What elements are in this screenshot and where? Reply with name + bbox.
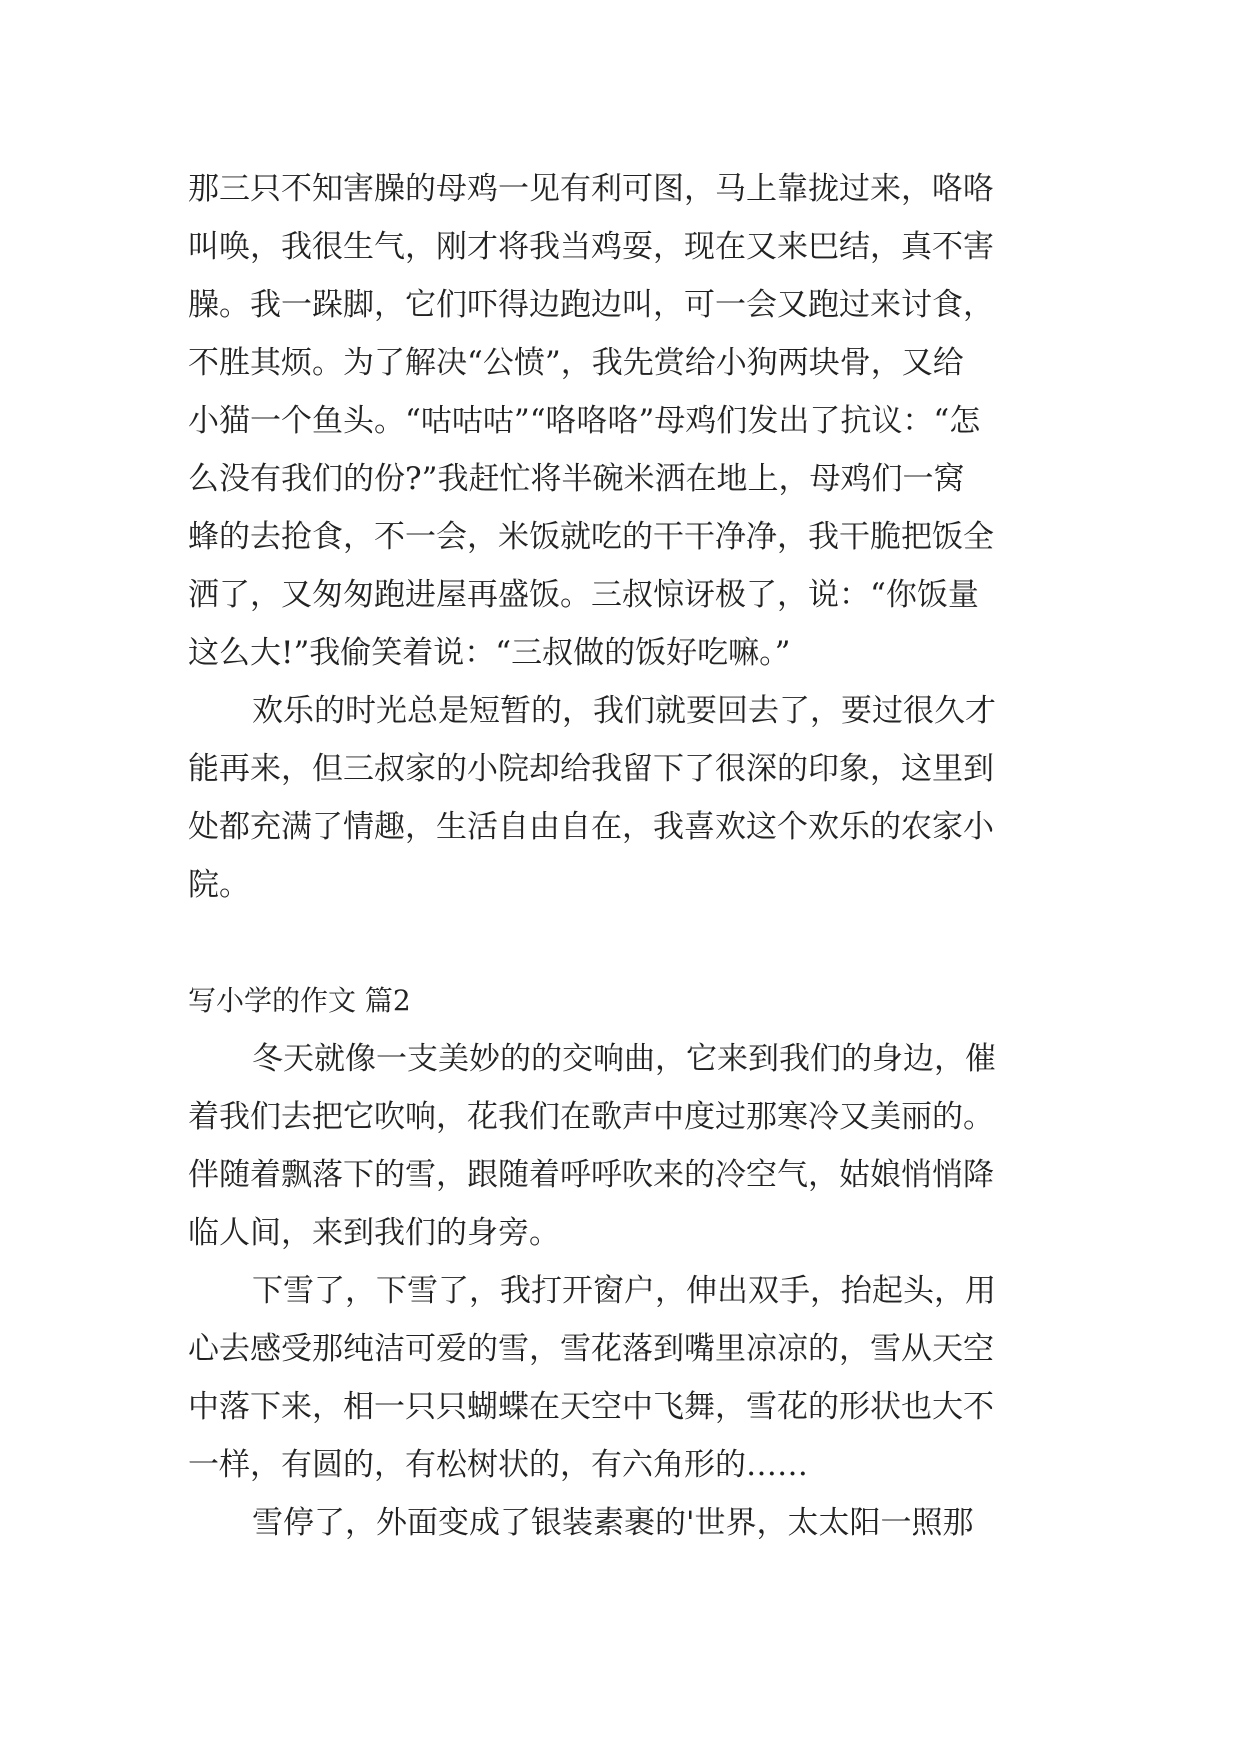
text-line: 临人间，来到我们的身旁。	[188, 1215, 560, 1251]
paragraph-winter	[188, 1030, 1068, 1262]
paragraph-snowfall	[188, 1262, 1068, 1494]
text-line: 小猫一个鱼头。“咕咕咕”“咯咯咯”母鸡们发出了抗议：“怎	[188, 403, 981, 439]
text-line: 中落下来，相一只只蝴蝶在天空中飞舞，雪花的形状也大不	[188, 1389, 994, 1425]
paragraph-snow-stopped	[188, 1494, 1068, 1552]
document-body	[188, 160, 1068, 1552]
text-line: 冬天就像一支美妙的的交响曲，它来到我们的身边，催	[252, 1041, 996, 1077]
text-line: 不胜其烦。为了解决“公愤”，我先赏给小狗两块骨，又给	[188, 345, 964, 381]
text-line: 伴随着飘落下的雪，跟随着呼呼吹来的冷空气，姑娘悄悄降	[188, 1157, 994, 1193]
text-line: 蜂的去抢食，不一会，米饭就吃的干干净净，我干脆把饭全	[188, 519, 994, 555]
text-line: 心去感受那纯洁可爱的雪，雪花落到嘴里凉凉的，雪从天空	[188, 1331, 994, 1367]
text-line: 雪停了，外面变成了银装素裹的'世界，太太阳一照那	[252, 1505, 974, 1541]
section-gap	[188, 914, 1068, 972]
section-heading: 写小学的作文 篇2	[188, 984, 411, 1017]
text-line: 着我们去把它吹响，花我们在歌声中度过那寒冷又美丽的。	[188, 1099, 994, 1135]
text-line: 叫唤，我很生气，刚才将我当鸡耍，现在又来巴结，真不害	[188, 229, 994, 265]
text-line: 能再来，但三叔家的小院却给我留下了很深的印象，这里到	[188, 751, 994, 787]
text-line: 臊。我一跺脚，它们吓得边跑边叫，可一会又跑过来讨食，	[188, 287, 994, 323]
text-line: 欢乐的时光总是短暂的，我们就要回去了，要过很久才	[252, 693, 996, 729]
text-line: 洒了，又匆匆跑进屋再盛饭。三叔惊讶极了，说：“你饭量	[188, 577, 979, 613]
text-line: 下雪了，下雪了，我打开窗户，伸出双手，抬起头，用	[252, 1273, 996, 1309]
paragraph-farewell	[188, 682, 1068, 914]
paragraph-chickens	[188, 160, 1068, 682]
text-line: 么没有我们的份?”我赶忙将半碗米洒在地上，母鸡们一窝	[188, 461, 965, 497]
text-line: 这么大!”我偷笑着说：“三叔做的饭好吃嘛。”	[188, 635, 791, 671]
text-line: 一样，有圆的，有松树状的，有六角形的……	[188, 1447, 808, 1483]
text-line: 院。	[188, 867, 250, 903]
text-line: 那三只不知害臊的母鸡一见有利可图，马上靠拢过来，咯咯	[188, 171, 994, 207]
text-line: 处都充满了情趣，生活自由自在，我喜欢这个欢乐的农家小	[188, 809, 994, 845]
